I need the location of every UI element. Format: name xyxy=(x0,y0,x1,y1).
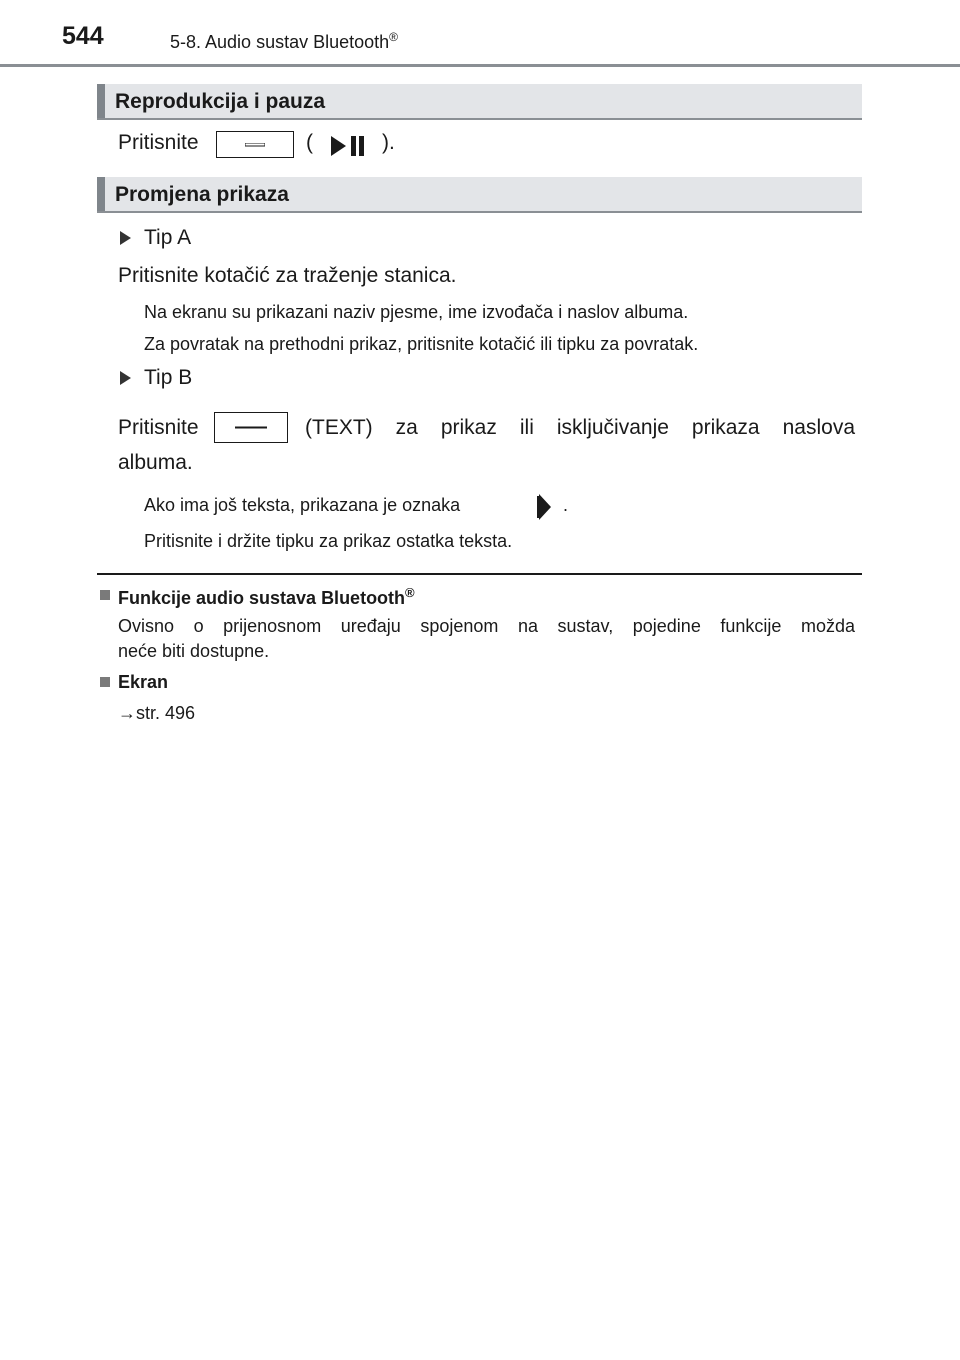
type-b-note-2: Pritisnite i držite tipku za prikaz ostatka teksta. xyxy=(144,531,513,551)
section-title: Reprodukcija i pauza xyxy=(115,90,326,113)
type-b-label: Tip B xyxy=(144,366,193,389)
type-a-label: Tip A xyxy=(144,226,192,249)
page-number: 544 xyxy=(62,22,104,50)
section-accent xyxy=(97,177,105,211)
section-header-display-change xyxy=(97,177,862,213)
functions-title-text: Funkcije audio sustava Bluetooth xyxy=(118,588,406,608)
chapter-registered-mark: ® xyxy=(389,30,398,44)
type-b-instruction-start: Pritisnite xyxy=(118,416,199,439)
key-dash-icon xyxy=(245,143,265,147)
section-header-play-pause xyxy=(97,84,862,120)
paren-close: ). xyxy=(382,131,395,154)
type-b-instruction-rest: (TEXT) za prikaz ili isključivanje prikaza naslova xyxy=(305,416,855,439)
functions-text-line-2: neće biti dostupne. xyxy=(118,641,270,661)
section-accent xyxy=(97,84,105,118)
square-bullet-icon xyxy=(100,677,110,687)
text-key-box xyxy=(214,412,288,443)
function-key-box xyxy=(216,131,294,158)
triangle-bullet-icon xyxy=(120,231,131,245)
type-b-note-1-end: . xyxy=(563,495,569,515)
screen-title: Ekran xyxy=(118,672,169,692)
screen-page-ref[interactable]: →str. 496 xyxy=(118,703,196,723)
play-pause-icon xyxy=(329,134,367,158)
more-text-arrow-icon xyxy=(536,492,554,522)
type-b-note-1-start: Ako ima još teksta, prikazana je oznaka xyxy=(144,495,461,515)
type-a-instruction: Pritisnite kotačić za traženje stanica. xyxy=(118,264,457,287)
section-title: Promjena prikaza xyxy=(115,183,289,206)
divider-rule xyxy=(97,573,862,575)
play-pause-instruction-start: Pritisnite xyxy=(118,131,199,154)
functions-title xyxy=(118,585,415,609)
header-rule xyxy=(0,64,960,67)
chapter-title xyxy=(170,30,398,53)
paren-open: ( xyxy=(306,131,313,154)
triangle-bullet-icon xyxy=(120,371,131,385)
type-b-instruction-end: albuma. xyxy=(118,451,193,474)
type-a-note-2: Za povratak na prethodni prikaz, pritisnite kotačić ili tipku za povratak. xyxy=(144,334,699,354)
chapter-title-text: 5-8. Audio sustav Bluetooth xyxy=(170,32,390,52)
key-dash-icon xyxy=(235,426,267,429)
functions-registered-mark: ® xyxy=(405,585,415,600)
square-bullet-icon xyxy=(100,590,110,600)
functions-text-line-1: Ovisno o prijenosnom uređaju spojenom na sustav, pojedine funkcije možda xyxy=(118,616,855,636)
type-a-note-1: Na ekranu su prikazani naziv pjesme, ime izvođača i naslov albuma. xyxy=(144,302,689,322)
